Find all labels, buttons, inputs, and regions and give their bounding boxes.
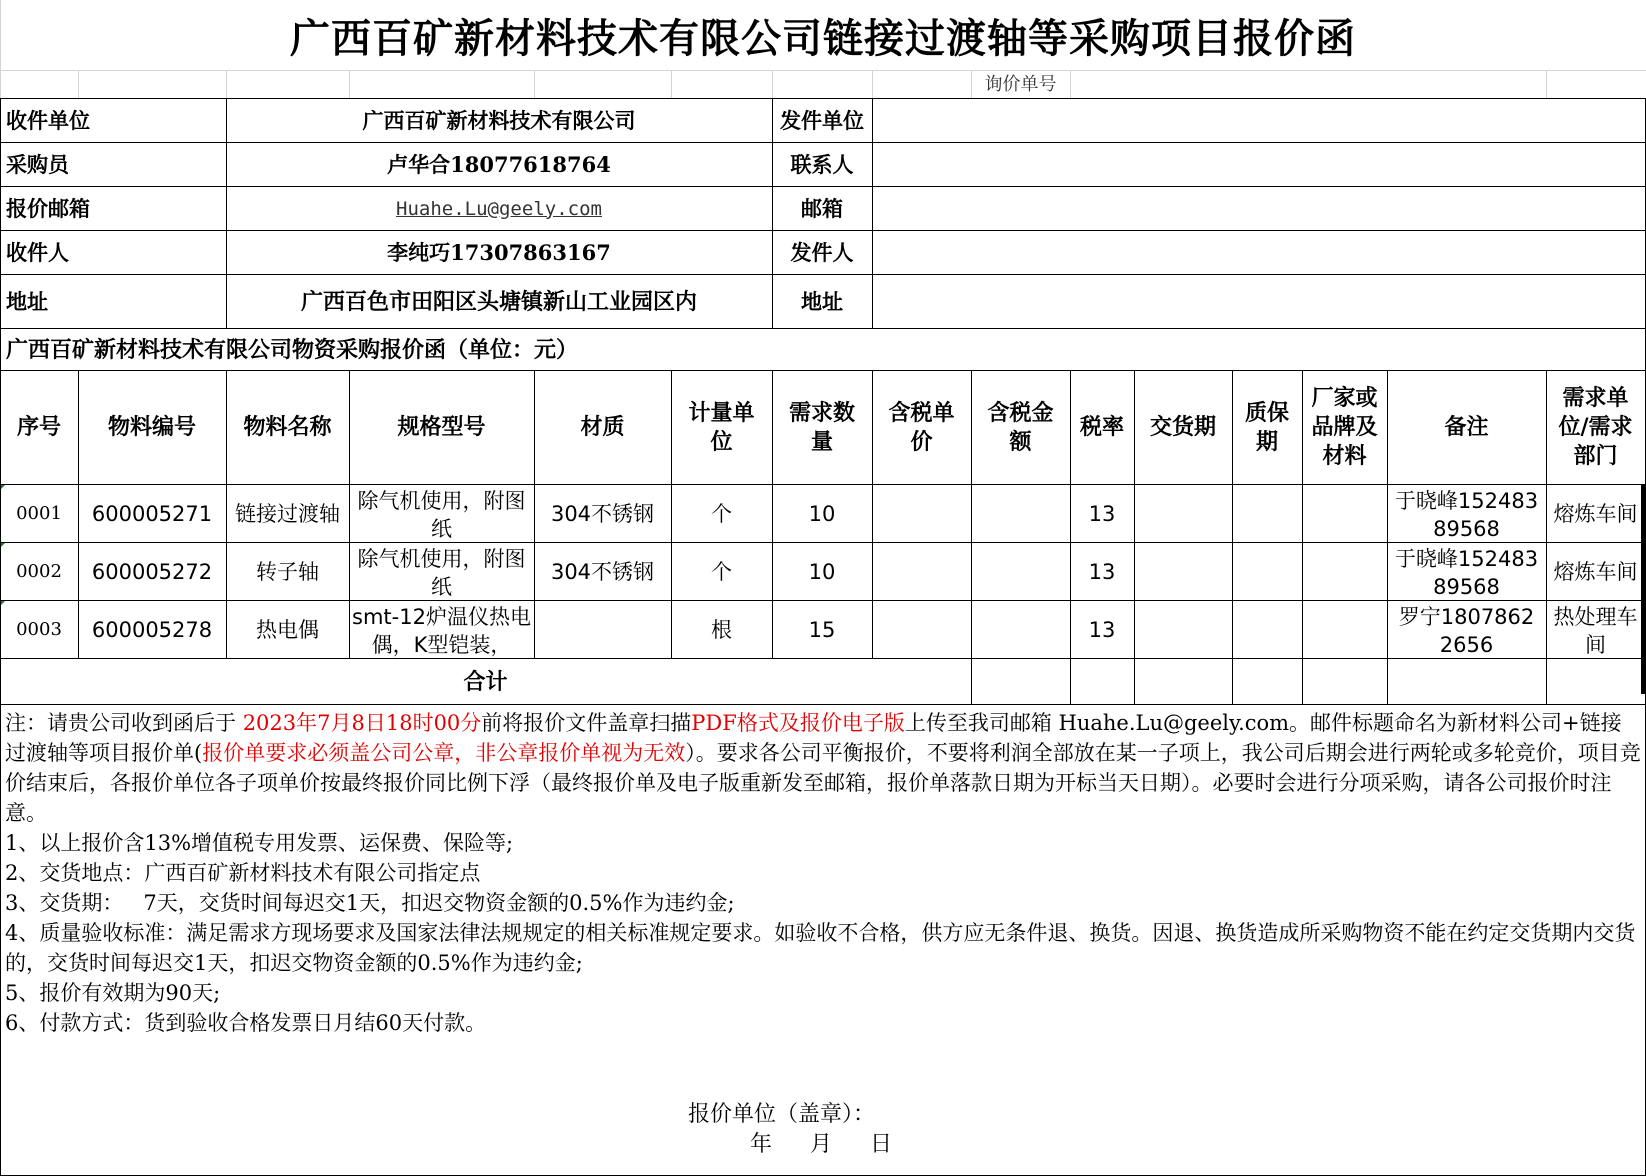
- info-label-address: 地址: [6, 288, 48, 314]
- format-requirement: PDF格式及报价电子版: [691, 711, 905, 735]
- note-item: 1、以上报价含13%增值税专用发票、运保费、保险等;: [5, 831, 514, 855]
- section-title: 广西百矿新材料技术有限公司物资采购报价函（单位：元）: [6, 336, 579, 363]
- header-cell: 物料名称: [243, 414, 332, 440]
- row-dept: 熔炼车间: [1553, 559, 1638, 584]
- inquiry-no-label: 询价单号: [984, 73, 1057, 95]
- row-material-code: 600005271: [91, 501, 213, 526]
- header-cell: 质保期: [1244, 399, 1289, 455]
- notes-block: [5, 708, 1641, 1038]
- quote-email-link[interactable]: Huahe.Lu@geely.com: [396, 197, 602, 220]
- header-cell: 厂家或品牌及材料: [1311, 385, 1378, 469]
- notes-intro: 注：请贵公司收到函后于 2023年7月8日18时00分前将报价文件盖章扫描PDF格式及报价电子版上传至我司邮箱 Huahe.Lu@geely.com。邮件标题命名为新材料公司+链接过渡轴等项目报价单(报价单要求必须盖公司公章，非公章报价单视为无效）。要求各公司平衡报价，不要将利润全部放在某一子项上，我公司后期会进行两轮或多轮竞价，项目竞价结束后，各报价单位各子项单价按最终报价同比例下浮（最终报价单及电子版重新发至邮箱，报价单落款日期为开标当天日期）。必要时会进行分项采购，请各公司报价时注意。: [5, 711, 1641, 825]
- row-qty: 10: [808, 559, 836, 584]
- row-qty: 10: [808, 501, 836, 526]
- row-amount[interactable]: [971, 485, 1070, 542]
- row-tax-rate: 13: [1088, 617, 1116, 642]
- header-cell: 规格型号: [397, 414, 486, 440]
- info-label-sender-address: 地址: [801, 288, 843, 314]
- row-dept: 热处理车间: [1553, 605, 1638, 657]
- row-unit-price[interactable]: [872, 485, 971, 542]
- row-delivery[interactable]: [1134, 485, 1232, 542]
- row-amount[interactable]: [971, 601, 1070, 658]
- info-value-recipient-company: 广西百矿新材料技术有限公司: [362, 107, 636, 133]
- row-material-name: 转子轴: [256, 559, 319, 584]
- header-cell: 材质: [580, 414, 625, 440]
- row-brand[interactable]: [1302, 601, 1387, 658]
- info-label-quote-email: 报价邮箱: [6, 195, 90, 221]
- note-item: 6、付款方式：货到验收合格发票日月结60天付款。: [5, 1011, 487, 1035]
- info-label-sender: 发件人: [790, 239, 854, 265]
- row-spec: 除气机使用，附图纸: [357, 547, 526, 599]
- row-spec: smt-12炉温仪热电偶，K型铠装，: [352, 605, 531, 657]
- row-material: 304不锈钢: [550, 501, 655, 526]
- info-value-sender-company[interactable]: [872, 99, 1645, 142]
- note-item: 2、交货地点：广西百矿新材料技术有限公司指定点: [5, 861, 481, 885]
- info-value-sender-address[interactable]: [872, 275, 1645, 328]
- header-cell: 序号: [16, 414, 61, 440]
- row-brand[interactable]: [1302, 543, 1387, 600]
- row-remark: 于晓峰15248389568: [1394, 489, 1539, 541]
- info-value-email[interactable]: [872, 187, 1645, 230]
- header-cell: 含税金额: [987, 399, 1054, 455]
- row-remark: 于晓峰15248389568: [1394, 547, 1539, 599]
- row-seq: 0003: [16, 618, 62, 640]
- info-value-recipient: 李纯巧17307863167: [387, 239, 611, 265]
- row-warranty[interactable]: [1232, 485, 1302, 542]
- info-label-recipient-company: 收件单位: [6, 107, 90, 133]
- row-delivery[interactable]: [1134, 601, 1232, 658]
- info-value-quote-email-wrap: [226, 187, 772, 230]
- row-material: 304不锈钢: [550, 559, 655, 584]
- info-value-sender[interactable]: [872, 231, 1645, 274]
- header-cell: 含税单价: [888, 399, 955, 455]
- row-material-code: 600005278: [91, 617, 213, 642]
- row-remark: 罗宁18078622656: [1398, 605, 1535, 657]
- document-title: 广西百矿新材料技术有限公司链接过渡轴等采购项目报价函: [290, 14, 1356, 62]
- row-material-code: 600005272: [91, 559, 213, 584]
- row-warranty[interactable]: [1232, 601, 1302, 658]
- note-item: 4、质量验收标准：满足需求方现场要求及国家法律法规规定的相关标准规定要求。如验收不合格，供方应无条件退、换货。因退、换货造成所采购物资不能在约定交货期内交货的，交货时间每迟交1天，扣迟交物资金额的0.5%作为违约金;: [5, 921, 1636, 975]
- header-cell: 物料编号: [107, 414, 196, 440]
- row-unit: 根: [711, 617, 732, 642]
- row-seq: 0002: [16, 560, 62, 582]
- row-unit: 个: [711, 559, 732, 584]
- header-cell: 交货期: [1149, 414, 1216, 440]
- total-label: 合计: [463, 668, 508, 695]
- header-cell: 需求单位/需求部门: [1558, 385, 1633, 469]
- info-label-contact: 联系人: [790, 151, 854, 177]
- row-material-name: 热电偶: [256, 617, 319, 642]
- row-amount[interactable]: [971, 543, 1070, 600]
- row-material: [534, 601, 671, 658]
- row-unit: 个: [711, 501, 732, 526]
- row-unit-price[interactable]: [872, 543, 971, 600]
- row-material-name: 链接过渡轴: [235, 501, 340, 526]
- info-label-recipient: 收件人: [6, 239, 69, 265]
- info-label-buyer: 采购员: [6, 151, 69, 177]
- row-delivery[interactable]: [1134, 543, 1232, 600]
- deadline-text: 2023年7月8日18时00分: [242, 711, 482, 735]
- info-value-address: 广西百色市田阳区头塘镇新山工业园区内: [300, 288, 697, 315]
- header-cell: 备注: [1444, 414, 1489, 440]
- info-label-sender-company: 发件单位: [780, 107, 864, 133]
- info-value-contact[interactable]: [872, 143, 1645, 186]
- row-seq: 0001: [16, 502, 62, 524]
- stamp-requirement: 报价单要求必须盖公司公章，非公章报价单视为无效: [202, 741, 686, 765]
- row-qty: 15: [808, 617, 836, 642]
- note-item: 5、报价有效期为90天;: [5, 981, 221, 1005]
- header-cell: 税率: [1079, 414, 1124, 440]
- row-unit-price[interactable]: [872, 601, 971, 658]
- row-tax-rate: 13: [1088, 501, 1116, 526]
- row-dept: 熔炼车间: [1553, 501, 1638, 526]
- header-cell: 计量单位: [688, 399, 755, 455]
- info-label-email: 邮箱: [801, 195, 843, 221]
- info-value-buyer: 卢华合18077618764: [387, 151, 611, 177]
- row-spec: 除气机使用，附图纸: [357, 489, 526, 541]
- signature-date: 年 月 日: [750, 1132, 894, 1157]
- note-item: 3、交货期： 7天，交货时间每迟交1天，扣迟交物资金额的0.5%作为违约金;: [5, 891, 735, 915]
- row-brand[interactable]: [1302, 485, 1387, 542]
- row-tax-rate: 13: [1088, 559, 1116, 584]
- quoting-unit-stamp: 报价单位（盖章）：: [688, 1102, 876, 1127]
- header-cell: 需求数量: [788, 399, 855, 455]
- row-warranty[interactable]: [1232, 543, 1302, 600]
